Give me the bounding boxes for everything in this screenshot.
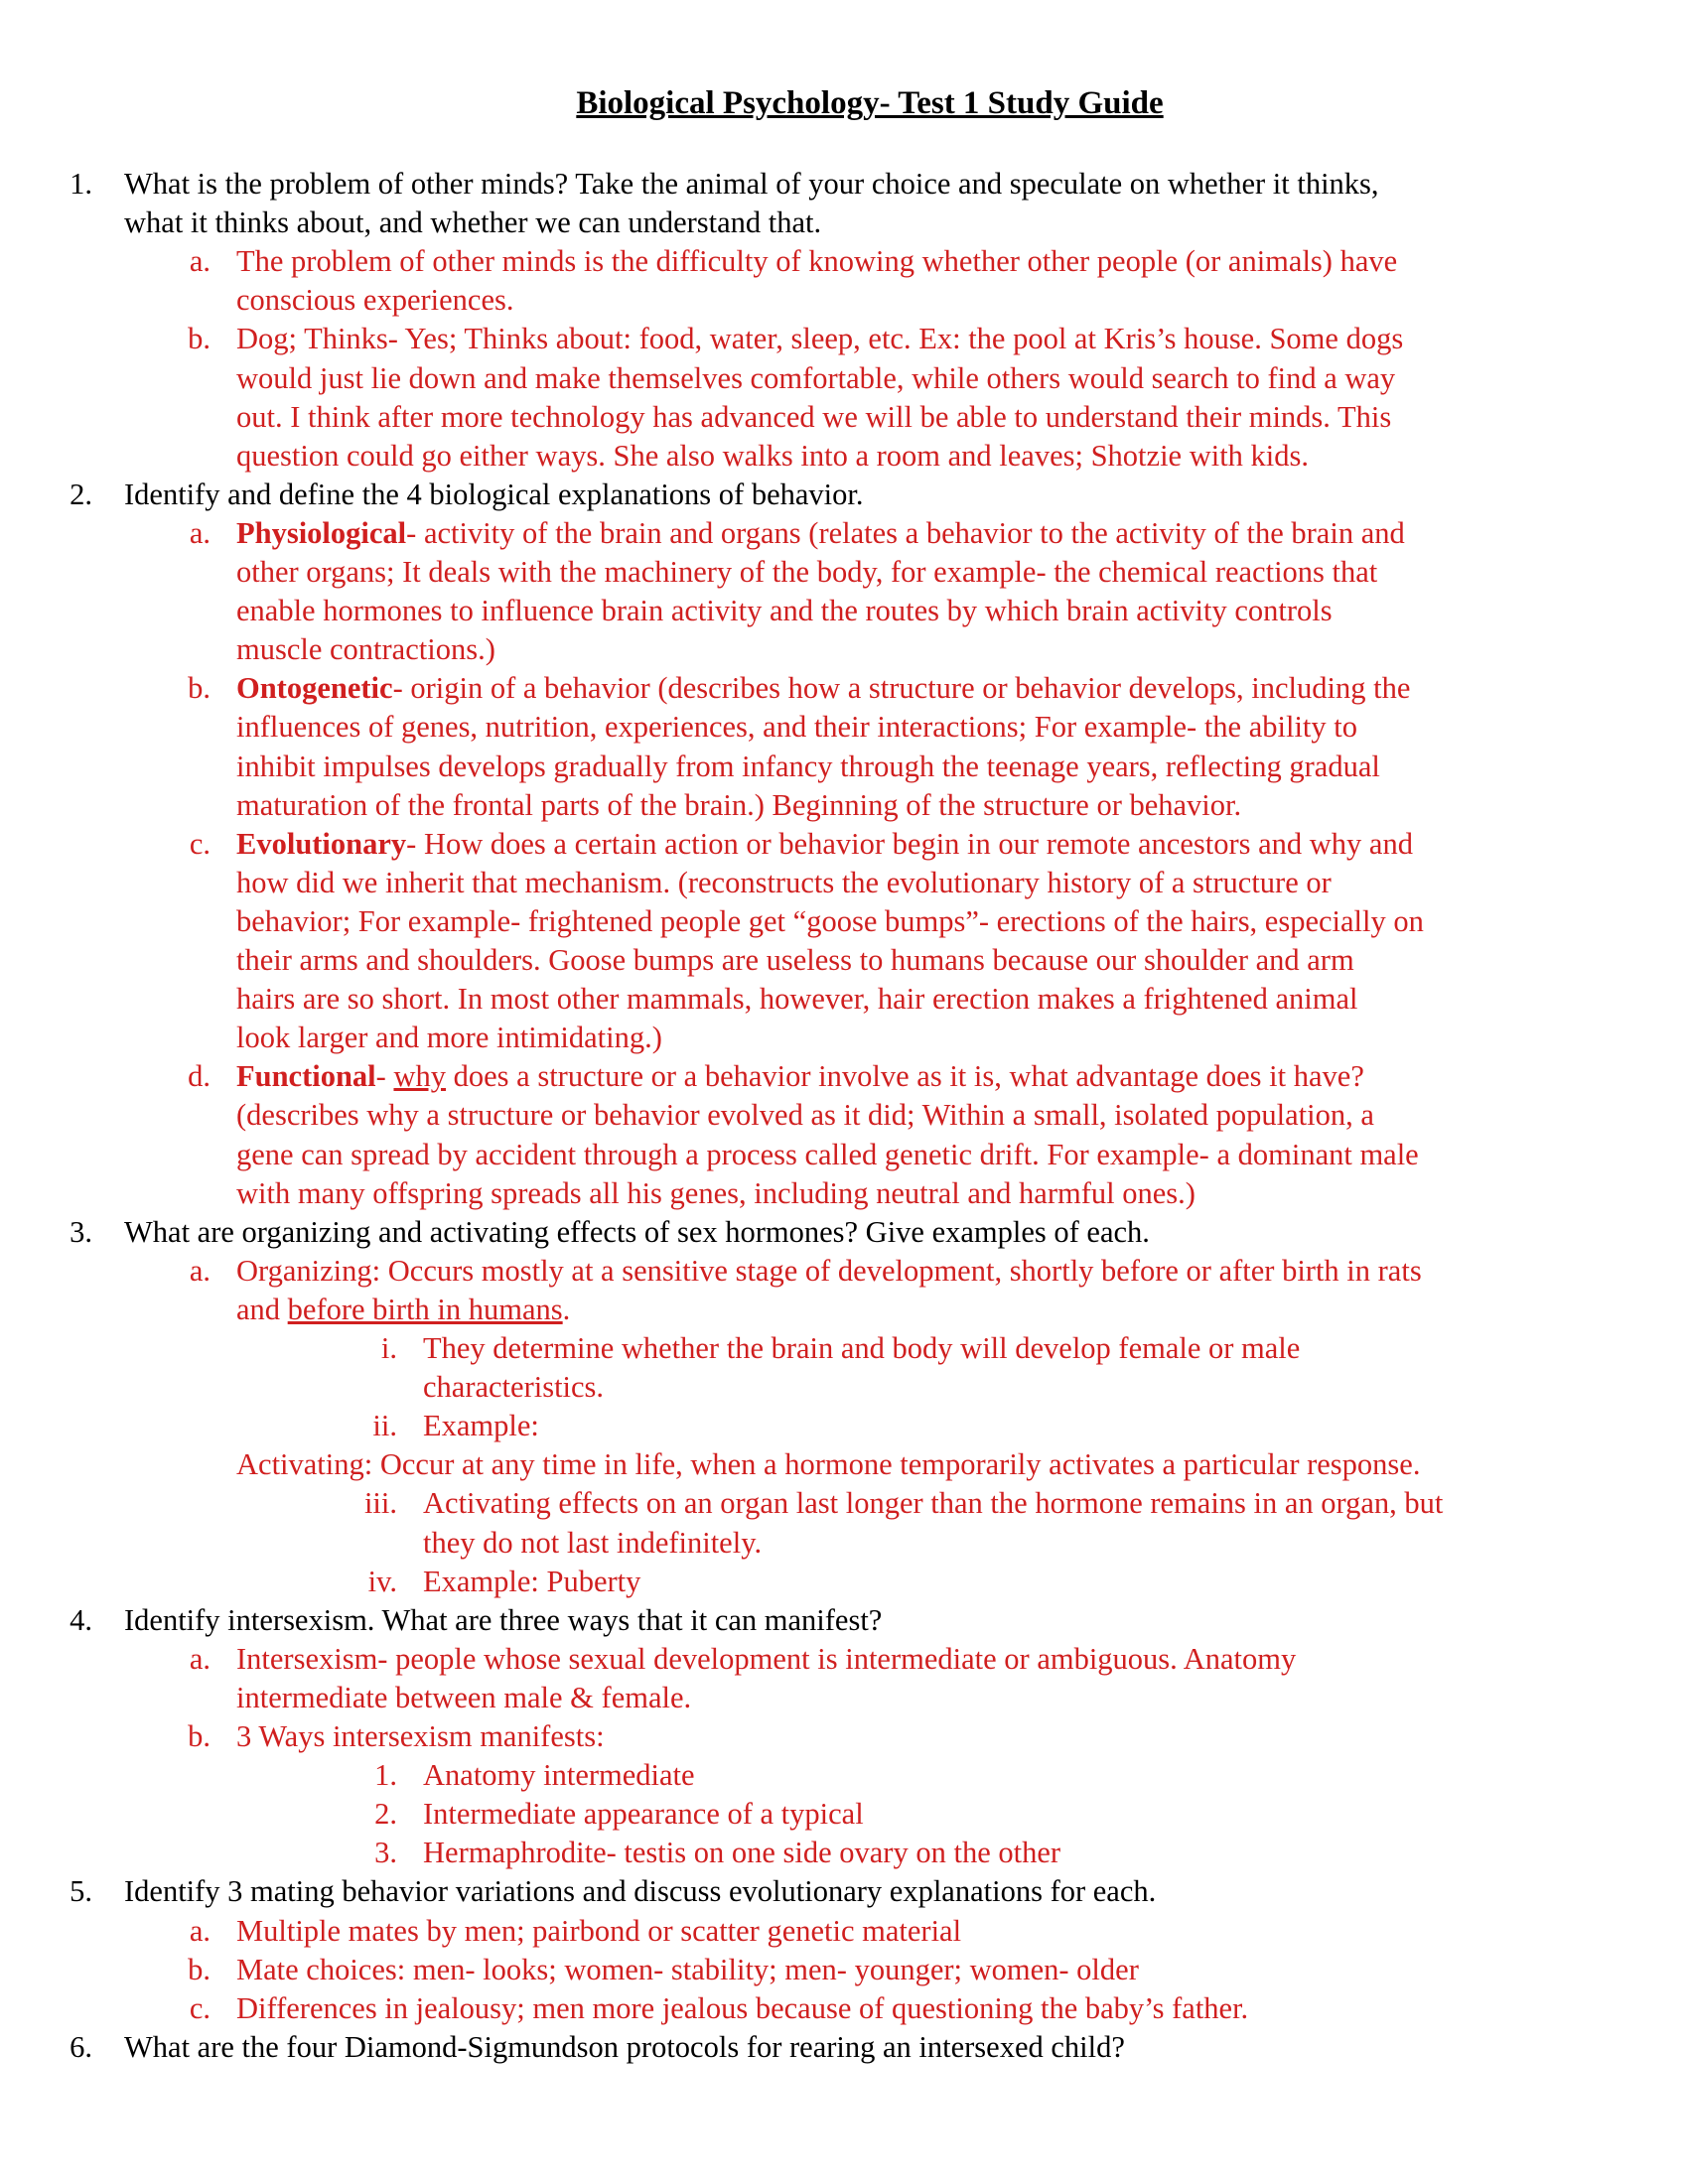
answer-line [236, 941, 1354, 980]
line-text: (describes why a structure or behavior evolved as it did; Within a small, isolated population, a [236, 1098, 1374, 1133]
line-text: - origin of a behavior (describes how a structure or behavior develops, including the [392, 671, 1411, 706]
list-marker: 2. [374, 1797, 397, 1832]
list-marker: i. [380, 1331, 397, 1365]
answer-line [236, 437, 1309, 476]
line-text: enable hormones to influence brain activity and the routes by which brain activity controls [236, 594, 1333, 628]
question-line [124, 165, 1379, 204]
list-marker: 5. [70, 1874, 92, 1909]
line-text: What are organizing and activating effects of sex hormones? Give examples of each. [124, 1214, 1150, 1249]
answer-line [236, 708, 1357, 747]
answer-line [236, 1445, 1420, 1484]
answer-line [236, 630, 495, 669]
line-text: how did we inherit that mechanism. (reconstructs the evolutionary history of a structure or [236, 865, 1332, 899]
line-text: Identify 3 mating behavior variations and discuss evolutionary explanations for each. [124, 1874, 1157, 1909]
line-text: Multiple mates by men; pairbond or scatter genetic material [236, 1913, 962, 1948]
line-text: influences of genes, nutrition, experiences, and their interactions; For example- the ability to [236, 710, 1357, 745]
answer-line [236, 864, 1332, 902]
line-text: would just lie down and make themselves comfortable, while others would search to find a way [236, 360, 1396, 395]
answer-line [236, 1136, 1419, 1174]
question-line [124, 476, 863, 514]
line-text: their arms and shoulders. Goose bumps are useless to humans because our shoulder and arm [236, 943, 1354, 977]
term-label: Physiological [236, 515, 407, 550]
line-text: - [375, 1059, 394, 1094]
question-line [124, 1213, 1150, 1252]
underlined-text: why [393, 1059, 446, 1094]
line-text: other organs; It deals with the machinery of the body, for example- the chemical reactions that [236, 555, 1378, 589]
answer-line [236, 242, 1397, 281]
list-marker: ii. [372, 1409, 397, 1443]
line-text: hairs are so short. In most other mammals, however, hair erection makes a frightened animal [236, 982, 1358, 1017]
line-text: Intermediate appearance of a typical [423, 1797, 864, 1832]
sub-answer-line [423, 1834, 1060, 1872]
line-text: The problem of other minds is the difficulty of knowing whether other people (or animals) have [236, 244, 1398, 279]
line-text: muscle contractions.) [236, 632, 495, 667]
line-text: maturation of the frontal parts of the brain.) Beginning of the structure or behavior. [236, 787, 1242, 822]
question-line [124, 204, 821, 242]
sub-answer-line [423, 1795, 864, 1834]
line-text: out. I think after more technology has advanced we will be able to understand their minds. This [236, 399, 1392, 434]
underlined-text: before birth in humans [287, 1292, 563, 1326]
line-text: Activating: Occur at any time in life, when a hormone temporarily activates a particular response. [236, 1447, 1421, 1482]
line-text: Identify and define the 4 biological explanations of behavior. [124, 477, 864, 511]
line-text: what it thinks about, and whether we can understand that. [124, 205, 822, 240]
line-text: What are the four Diamond-Sigmundson protocols for rearing an intersexed child? [124, 2029, 1125, 2064]
answer-line [236, 1057, 1364, 1096]
line-text: gene can spread by accident through a process called genetic drift. For example- a dominant male [236, 1137, 1419, 1171]
answer-line [236, 320, 1403, 358]
list-marker: 4. [70, 1602, 92, 1637]
answer-line [236, 1679, 691, 1717]
answer-line [236, 1252, 1422, 1291]
line-text: inhibit impulses develops gradually from infancy through the teenage years, reflecting gradual [236, 749, 1380, 783]
answer-line [236, 902, 1424, 941]
answer-line [236, 669, 1410, 708]
sub-answer-line [423, 1368, 604, 1407]
sub-answer-line [423, 1756, 695, 1795]
line-text: intermediate between male & female. [236, 1680, 692, 1714]
answer-line [236, 1989, 1248, 2028]
line-text: Dog; Thinks- Yes; Thinks about: food, water, sleep, etc. Ex: the pool at Kris’s house. Some dogs [236, 322, 1404, 356]
sub-answer-line [423, 1484, 1443, 1523]
line-text: and [236, 1292, 288, 1326]
term-label: Evolutionary [236, 826, 407, 861]
line-text: Example: [423, 1409, 539, 1443]
answer-line [236, 1291, 570, 1329]
line-text: What is the problem of other minds? Take the animal of your choice and speculate on whether it thinks, [124, 167, 1379, 201]
answer-line [236, 1174, 1196, 1213]
answer-line [236, 980, 1357, 1019]
list-marker: b. [188, 322, 211, 356]
answer-line [236, 1912, 961, 1951]
list-marker: 3. [70, 1214, 92, 1249]
line-text: 3 Ways intersexism manifests: [236, 1719, 605, 1753]
list-marker: a. [189, 244, 211, 279]
list-marker: 1. [374, 1758, 397, 1793]
answer-line [236, 825, 1413, 864]
list-marker: 2. [70, 477, 92, 511]
list-marker: a. [189, 1253, 211, 1288]
line-text: Intersexism- people whose sexual development is intermediate or ambiguous. Anatomy [236, 1641, 1297, 1676]
term-label: Functional [236, 1059, 376, 1094]
answer-line [236, 281, 513, 320]
line-text-continued: . [562, 1292, 571, 1326]
answer-line [236, 1640, 1296, 1679]
list-marker: b. [188, 671, 211, 706]
list-marker: a. [189, 515, 211, 550]
line-text: Differences in jealousy; men more jealous because of questioning the baby’s father. [236, 1990, 1249, 2025]
list-marker: 1. [70, 167, 92, 201]
list-marker: a. [189, 1641, 211, 1676]
answer-line [236, 1019, 662, 1057]
answer-line [236, 1951, 1139, 1989]
list-marker: 3. [374, 1836, 397, 1870]
list-marker: b. [188, 1719, 211, 1753]
sub-answer-line [423, 1329, 1300, 1368]
line-text: look larger and more intimidating.) [236, 1021, 662, 1055]
line-text: Hermaphrodite- testis on one side ovary on the other [423, 1836, 1061, 1870]
line-text: Example: Puberty [423, 1564, 641, 1598]
answer-line [236, 514, 1405, 553]
sub-answer-line [423, 1563, 640, 1601]
answer-line [236, 592, 1333, 630]
answer-line [236, 748, 1380, 786]
line-text: conscious experiences. [236, 283, 514, 318]
list-marker: a. [189, 1913, 211, 1948]
line-text: - How does a certain action or behavior begin in our remote ancestors and why and [406, 826, 1413, 861]
line-text: characteristics. [423, 1370, 605, 1405]
line-text-continued: does a structure or a behavior involve as it is, what advantage does it have? [446, 1059, 1364, 1094]
list-marker: 6. [70, 2029, 92, 2064]
line-text: Mate choices: men- looks; women- stability; men- younger; women- older [236, 1952, 1139, 1986]
question-line [124, 1601, 882, 1640]
line-text: Anatomy intermediate [423, 1758, 695, 1793]
sub-answer-line [423, 1524, 762, 1563]
line-text: question could go either ways. She also walks into a room and leaves; Shotzie with kids. [236, 438, 1310, 473]
line-text: they do not last indefinitely. [423, 1525, 763, 1560]
line-text: - activity of the brain and organs (relates a behavior to the activity of the brain and [406, 515, 1405, 550]
line-text: They determine whether the brain and body will develop female or male [423, 1331, 1301, 1365]
answer-line [236, 786, 1241, 825]
line-text: with many offspring spreads all his genes, including neutral and harmful ones.) [236, 1175, 1196, 1210]
list-marker: c. [189, 1990, 211, 2025]
list-marker: iv. [367, 1564, 397, 1598]
list-marker: d. [188, 1059, 211, 1094]
answer-line [236, 398, 1391, 437]
answer-line [236, 1717, 605, 1756]
answer-line [236, 553, 1377, 592]
list-marker: b. [188, 1952, 211, 1986]
list-marker: c. [189, 826, 211, 861]
line-text: Organizing: Occurs mostly at a sensitive stage of development, shortly before or after birth in rats [236, 1253, 1422, 1288]
line-text: Activating effects on an organ last longer than the hormone remains in an organ, but [423, 1486, 1444, 1521]
question-line [124, 2028, 1125, 2067]
question-line [124, 1872, 1156, 1911]
term-label: Ontogenetic [236, 671, 393, 706]
page-title: Biological Psychology- Test 1 Study Guide [576, 85, 1164, 121]
sub-answer-line [423, 1407, 539, 1445]
line-text: Identify intersexism. What are three ways that it can manifest? [124, 1602, 883, 1637]
answer-line [236, 359, 1395, 398]
answer-line [236, 1096, 1374, 1135]
list-marker: iii. [363, 1486, 397, 1521]
line-text: behavior; For example- frightened people get “goose bumps”- erections of the hairs, especially on [236, 903, 1424, 938]
